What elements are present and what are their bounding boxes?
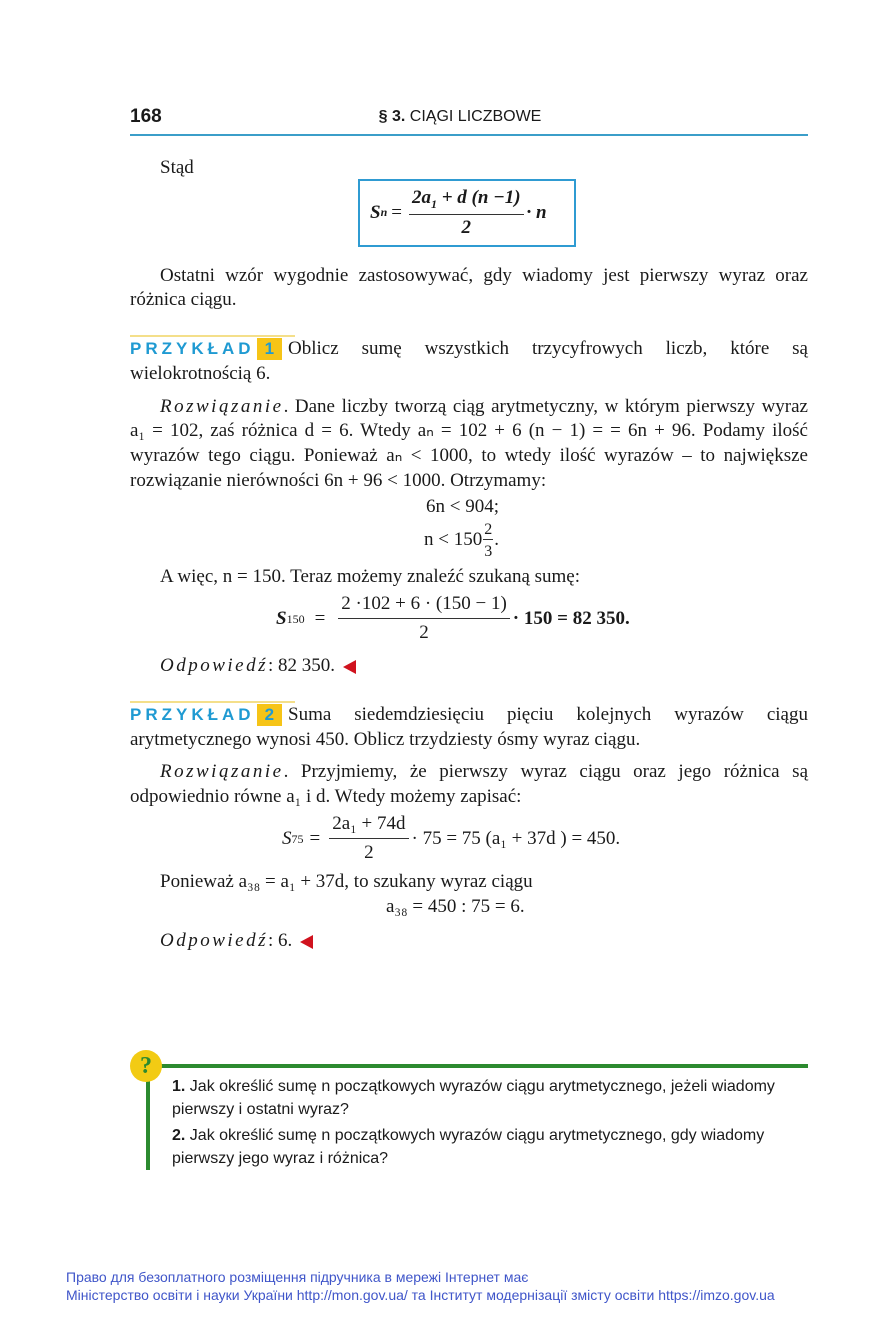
sum-lhs: S	[276, 607, 287, 629]
question-number: 2.	[172, 1127, 186, 1144]
sum-fraction	[329, 812, 408, 866]
question-text: Jak określić sumę n początkowych wyrazów ciągu arytmetycznego, jeżeli wiadomy pierwszy i ostatni wyraz?	[172, 1078, 775, 1118]
sum-formula-box	[358, 179, 576, 247]
questions-list	[172, 1076, 808, 1174]
example-number: 2	[257, 704, 282, 726]
example-number: 1	[257, 338, 282, 360]
ineq2-end: .	[494, 529, 499, 551]
example-label: PRZYKŁAD	[130, 704, 255, 724]
then-text: A więc, n = 150. Teraz możemy znaleźć szukaną sumę:	[160, 566, 581, 588]
page-number: 168	[130, 106, 162, 127]
sum-num: 2a₁ + 74d	[329, 812, 408, 840]
page-body	[130, 156, 808, 954]
formula-num-sub: 1	[430, 196, 437, 211]
sum-den: 2	[364, 842, 374, 864]
sum-den: 2	[419, 622, 429, 644]
footer	[66, 1268, 876, 1304]
question-item	[172, 1125, 808, 1170]
section-name: CIĄGI LICZBOWE	[409, 108, 542, 125]
inequality-1: 6n < 904;	[426, 496, 499, 518]
example-1-task	[130, 337, 808, 386]
result-text: a₃₈ = 450 : 75 = 6.	[386, 895, 525, 917]
footer-line-2: Міністерство освіти і науки України http://mon.gov.ua/ та Інститут модернізації змісту освіти https://imzo.gov.ua	[66, 1287, 775, 1303]
solution-label: Rozwiązanie	[160, 395, 284, 417]
solution-text: . Przyjmiemy, że pierwszy wyraz ciągu oraz jego różnica są odpowiednio równe a₁ i d. Wtedy możemy zapisać:	[130, 761, 808, 807]
end-marker-icon	[300, 935, 313, 949]
sum-sub: 150	[286, 611, 305, 626]
solution-text: . Dane liczby tworzą ciąg arytmetyczny, w którym pierwszy wyraz a₁ = 102, zaś różnica d = 6. Wtedy aₙ = 102 + 6 (n − 1) = = 6n + 96. Podamy ilość wyrazów tego ciągu. Ponieważ aₙ < 1000, to wtedy ilość wyrazów – to największe rozwiązanie nierówności 6n + 96 < 1000. Otrzymamy:	[130, 395, 808, 491]
answer-value: : 82 350.	[268, 655, 336, 677]
answer-label: Odpowiedź	[160, 930, 268, 952]
example-1-solution	[130, 395, 808, 494]
inequality-2	[424, 520, 808, 561]
example-1-answer	[160, 654, 808, 679]
end-marker-icon	[343, 660, 356, 674]
ineq2-fraction	[483, 520, 493, 561]
sum-formula: S n = $\frac{2a_1 + d (n -1)}{2}$ · n	[370, 186, 547, 238]
sum-75-formula: S 75 = $\frac{\text{2a₁ + 74d}}{2}$ · 75 = 75 (a₁ + 37d ) = 450.	[282, 812, 808, 866]
sum-fraction	[338, 592, 510, 646]
example-2-answer	[160, 929, 808, 954]
question-text: Jak określić sumę n początkowych wyrazów ciągu arytmetycznego, gdy wiadomy pierwszy jego wyraz i różnica?	[172, 1127, 765, 1167]
because-text: Ponieważ a₃₈ = a₁ + 37d, to szukany wyraz ciągu	[160, 871, 533, 893]
question-item	[172, 1076, 808, 1121]
question-number: 1.	[172, 1078, 186, 1095]
formula-lhs: S	[370, 201, 381, 223]
sum-150-formula: S 150 = $\frac{2 \cdot 102 + 6 \cdot (150 - 1)}{2}$ · 150 = 82 350.	[276, 592, 808, 646]
sum-sub: 75	[291, 831, 304, 846]
intro-paragraph: Ostatni wzór wygodnie zastosowywać, gdy wiadomy jest pierwszy wyraz oraz różnica ciągu.	[130, 264, 808, 311]
formula-lhs-sub: n	[380, 205, 388, 220]
formula-fraction	[409, 187, 524, 239]
solution-label: Rozwiązanie	[160, 761, 284, 783]
ineq2-lhs: n < 150	[424, 529, 483, 551]
sum-num: 2 ·102 + 6 · (150 − 1)	[338, 592, 510, 620]
sum-lhs: S	[282, 827, 292, 849]
sum-tail: · 150 = 82 350.	[512, 607, 630, 629]
example-task-text: Suma siedemdziesięciu pięciu kolejnych wyrazów ciągu arytmetycznego wynosi 450. Oblicz trzydziesty ósmy wyraz ciągu.	[130, 703, 808, 750]
sum-tail: · 75 = 75 (a₁ + 37d ) = 450.	[411, 827, 621, 849]
ineq2-num: 2	[484, 521, 493, 539]
question-mark-icon: ?	[130, 1050, 162, 1082]
formula-tail: · n	[526, 201, 547, 223]
example-task-text: Oblicz sumę wszystkich trzycyfrowych liczb, które są wielokrotnością 6.	[130, 338, 808, 384]
formula-num: 2a	[411, 186, 431, 208]
section-title	[330, 108, 590, 126]
answer-label: Odpowiedź	[160, 655, 268, 677]
stad-text: Stąd	[160, 157, 194, 178]
example-label: PRZYKŁAD	[130, 339, 255, 359]
questions-top-rule	[150, 1064, 808, 1068]
header-rule	[130, 134, 808, 136]
footer-line-1: Право для безоплатного розміщення підручника в мережі Інтернет має	[66, 1269, 529, 1285]
section-number: § 3.	[378, 108, 406, 125]
ineq2-den: 3	[484, 543, 493, 561]
example-2-solution	[130, 760, 808, 809]
answer-value: : 6.	[268, 930, 293, 952]
formula-num-rest: + d (n −1)	[436, 186, 521, 208]
example-2-task	[130, 703, 808, 752]
formula-den: 2	[461, 216, 472, 238]
